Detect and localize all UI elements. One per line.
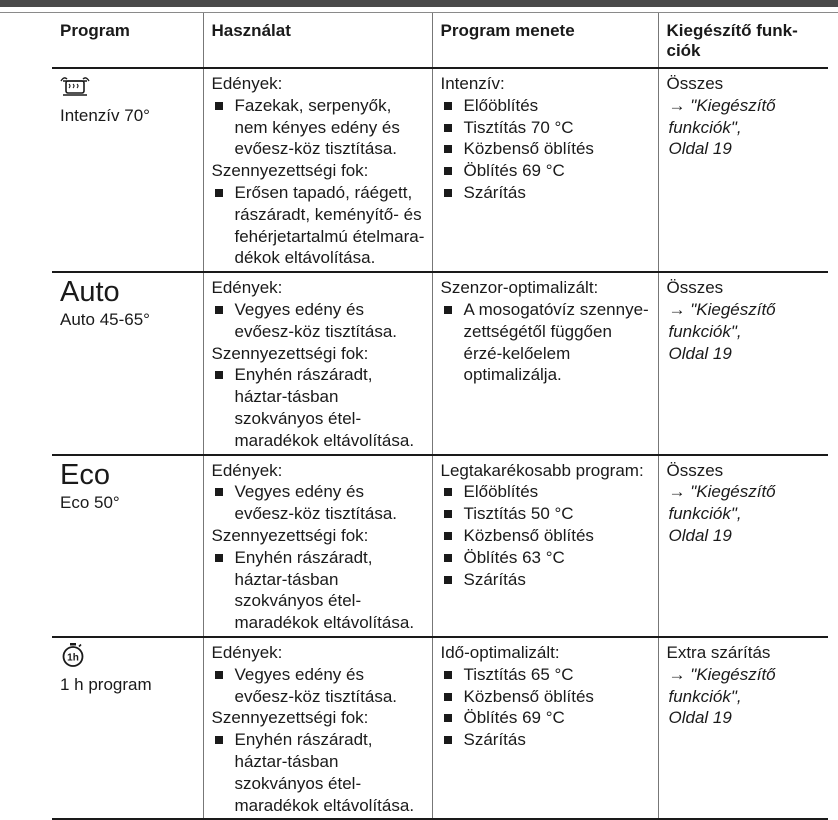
- timer-1h-icon: [60, 642, 197, 668]
- list-item: Tisztítás 65 °C: [441, 664, 652, 686]
- extra-head: Összes: [666, 74, 724, 93]
- list-item: Előöblítés: [441, 481, 652, 503]
- header-usage: Használat: [203, 13, 432, 68]
- list-item: Tisztítás 70 °C: [441, 117, 652, 139]
- course-cell: [432, 637, 658, 819]
- list-item: Szárítás: [441, 729, 652, 751]
- usage-label-soil: Szennyezettségi fok:: [211, 161, 369, 181]
- usage-label-dishes: Edények:: [211, 642, 283, 662]
- list-item: Tisztítás 50 °C: [441, 503, 652, 525]
- usage-label-soil: Szennyezettségi fok:: [211, 708, 369, 728]
- list-item: Enyhén rászáradt, háztar-tásban szokványos étel-maradékok eltávolítása.: [212, 729, 426, 816]
- course-list: [441, 481, 652, 590]
- usage-label-soil: Szennyezettségi fok:: [211, 343, 369, 363]
- course-label: Intenzív:: [440, 74, 505, 93]
- header-row: [52, 13, 828, 68]
- program-title: Auto: [60, 276, 120, 309]
- extra-ref-cont: funkciók",: [668, 504, 742, 524]
- usage-dishes-list: [212, 95, 426, 160]
- program-temp: Auto 45-65°: [60, 310, 150, 330]
- extra-page: Oldal 19: [668, 708, 732, 728]
- program-cell: [52, 272, 203, 454]
- list-item: Fazekak, serpenyők, nem kényes edény és evőesz-köz tisztítása.: [212, 95, 426, 160]
- usage-dishes-list: [212, 664, 426, 708]
- usage-label-dishes: Edények:: [211, 278, 283, 298]
- usage-label-soil: Szennyezettségi fok:: [211, 525, 369, 545]
- extra-page: Oldal 19: [668, 525, 732, 545]
- program-cell: [52, 68, 203, 272]
- usage-soil-list: [212, 729, 426, 816]
- course-label: Idő-optimalizált:: [440, 642, 560, 662]
- list-item: A mosogatóvíz szennye-zettségétől függően érzé-kelőelem optimalizálja.: [441, 299, 652, 386]
- program-row-1h: [52, 637, 828, 819]
- header-extra-text: Kiegészítő funk- ciók: [666, 21, 798, 60]
- usage-soil-list: [212, 547, 426, 634]
- extra-head: Összes: [666, 460, 724, 480]
- usage-cell: [203, 637, 432, 819]
- usage-dishes-list: [212, 481, 426, 525]
- extra-cell: [658, 455, 828, 637]
- list-item: Enyhén rászáradt, háztar-tásban szokványos étel-maradékok eltávolítása.: [212, 547, 426, 634]
- program-table: [52, 13, 828, 820]
- extra-ref-cont: funkciók",: [668, 686, 742, 706]
- course-list: [441, 95, 652, 204]
- usage-soil-list: [212, 364, 426, 451]
- list-item: Enyhén rászáradt, háztar-tásban szokványos étel-maradékok eltávolítása.: [212, 364, 426, 451]
- usage-label-dishes: Edények:: [211, 460, 283, 480]
- list-item: Vegyes edény és evőesz-köz tisztítása.: [212, 299, 426, 343]
- extra-cell: [658, 637, 828, 819]
- list-item: Vegyes edény és evőesz-köz tisztítása.: [212, 481, 426, 525]
- program-row-eco: [52, 455, 828, 637]
- list-item: Szárítás: [441, 182, 652, 204]
- program-title: Eco: [60, 458, 110, 491]
- usage-label-dishes: Edények:: [211, 74, 283, 93]
- list-item: Közbenső öblítés: [441, 686, 652, 708]
- extra-page: Oldal 19: [668, 343, 732, 363]
- header-program: Program: [52, 13, 203, 68]
- program-row-auto: [52, 272, 828, 454]
- extra-cell: [658, 68, 828, 272]
- usage-cell: [203, 455, 432, 637]
- intensive-pot-icon: [60, 73, 197, 99]
- list-item: Öblítés 69 °C: [441, 707, 652, 729]
- program-temp: Intenzív 70°: [60, 106, 150, 125]
- list-item: Szárítás: [441, 569, 652, 591]
- extra-head: Összes: [666, 278, 724, 298]
- course-label: Legtakarékosabb program:: [440, 460, 644, 480]
- course-cell: [432, 68, 658, 272]
- course-label: Szenzor-optimalizált:: [440, 278, 599, 298]
- usage-cell: [203, 272, 432, 454]
- list-item: Öblítés 69 °C: [441, 160, 652, 182]
- usage-cell: [203, 68, 432, 272]
- list-item: Erősen tapadó, ráégett, rászáradt, keményítő- és fehérjetartalmú ételmara-dékok eltávolítása.: [212, 182, 426, 269]
- usage-dishes-list: [212, 299, 426, 343]
- top-rule: [0, 0, 838, 7]
- list-item: Vegyes edény és evőesz-köz tisztítása.: [212, 664, 426, 708]
- course-cell: [432, 455, 658, 637]
- course-list: [441, 664, 652, 751]
- svg-text:1h: 1h: [67, 652, 79, 664]
- header-extra: [658, 13, 828, 68]
- course-list: [441, 299, 652, 386]
- program-cell: [52, 455, 203, 637]
- list-item: Közbenső öblítés: [441, 525, 652, 547]
- extra-head: Extra szárítás: [666, 642, 771, 662]
- extra-page: Oldal 19: [668, 139, 732, 159]
- program-temp: Eco 50°: [60, 492, 120, 512]
- extra-ref: → "Kiegészítő: [668, 299, 776, 319]
- list-item: Közbenső öblítés: [441, 138, 652, 160]
- list-item: Előöblítés: [441, 95, 652, 117]
- program-temp: 1 h program: [60, 674, 152, 694]
- extra-ref: → "Kiegészítő: [668, 664, 776, 684]
- course-cell: [432, 272, 658, 454]
- program-cell: [52, 637, 203, 819]
- extra-ref: → "Kiegészítő: [668, 95, 776, 115]
- extra-ref-cont: funkciók",: [668, 321, 742, 341]
- header-course: Program menete: [432, 13, 658, 68]
- list-item: Öblítés 63 °C: [441, 547, 652, 569]
- program-row-intensive: [52, 68, 828, 272]
- extra-ref-cont: funkciók",: [668, 117, 742, 137]
- extra-ref: → "Kiegészítő: [668, 482, 776, 502]
- extra-cell: [658, 272, 828, 454]
- usage-soil-list: [212, 182, 426, 269]
